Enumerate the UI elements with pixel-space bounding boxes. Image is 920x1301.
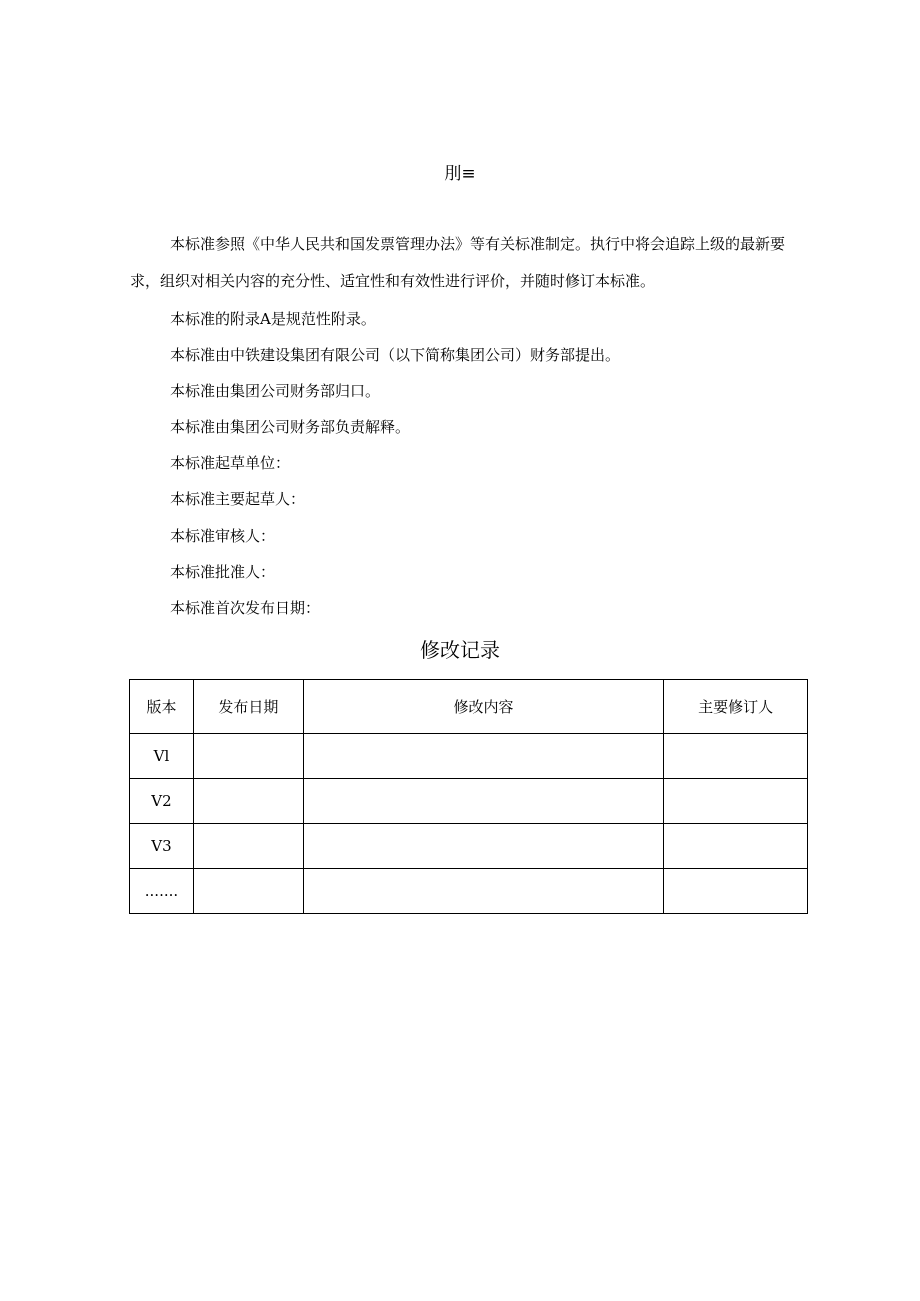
paragraph-main-drafter: 本标准主要起草人： [170,490,306,508]
revision-record-table [129,679,808,914]
table-row [130,779,808,824]
header-main-reviser: 主要修订人 [664,680,808,734]
header-change-content: 修改内容 [303,680,663,734]
table-row [130,734,808,779]
revision-record-title: 修改记录 [420,638,500,662]
paragraph-first-release-date: 本标准首次发布日期： [170,599,321,617]
paragraph-interpretation: 本标准由集团公司财务部负责解释。 [170,418,411,436]
table-row [130,869,808,914]
cell-main-reviser [664,779,808,824]
cell-release-date [193,869,303,914]
cell-version: ....... [130,869,194,914]
cell-main-reviser [664,824,808,869]
cell-main-reviser [664,869,808,914]
cell-release-date [193,734,303,779]
table-row [130,824,808,869]
cell-main-reviser [664,734,808,779]
paragraph-reviewer: 本标准审核人： [170,527,276,545]
cell-change-content [303,824,663,869]
cell-change-content [303,734,663,779]
paragraph-centralized: 本标准由集团公司财务部归口。 [170,382,381,400]
cell-version: V2 [130,779,194,824]
cell-release-date [193,779,303,824]
header-release-date: 发布日期 [193,680,303,734]
header-version: 版本 [130,680,194,734]
paragraph-drafting-unit: 本标准起草单位： [170,454,291,472]
cell-version: Vl [130,734,194,779]
page-title: 刖≡ [444,164,476,184]
paragraph-proposer: 本标准由中铁建设集团有限公司（以下简称集团公司）财务部提出。 [170,346,621,364]
table-header-row [130,680,808,734]
cell-change-content [303,869,663,914]
paragraph-approver: 本标准批准人： [170,563,276,581]
cell-release-date [193,824,303,869]
paragraph-reference: 本标准参照《中华人民共和国发票管理办法》等有关标准制定。执行中将会追踪上级的最新要求，组织对相关内容的充分性、适宜性和有效性进行评价，并随时修订本标准。 [130,235,786,290]
cell-change-content [303,779,663,824]
cell-version: V3 [130,824,194,869]
paragraph-appendix: 本标准的附录A是规范性附录。 [170,310,376,328]
